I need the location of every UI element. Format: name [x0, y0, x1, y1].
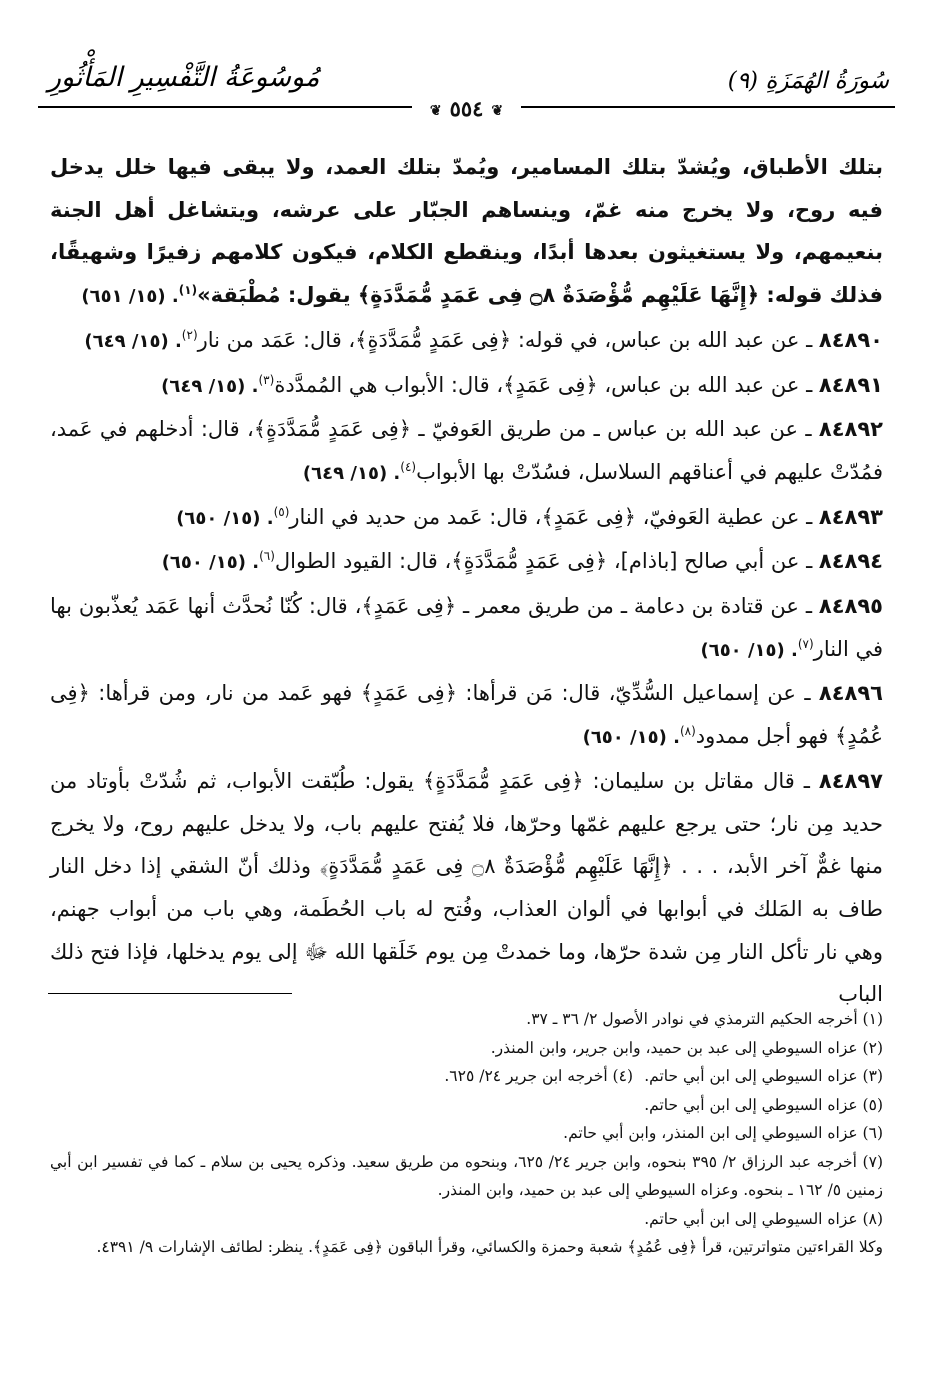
para-1 — [50, 146, 883, 319]
entry-text: ـ عن قتادة بن دعامة ـ من طريق معمر ـ ﴿فِى عَمَدٍ﴾، قال: كُنّا نُحدَّث أنها عَمَد يُعذّبون بها في النار — [50, 594, 883, 661]
entry-84897 — [50, 760, 883, 1016]
footnote-ref-2[interactable]: (٢) — [181, 327, 198, 342]
footnote-8: (٨) عزاه السيوطي إلى ابن أبي حاتم. — [644, 1209, 883, 1228]
footnote-ref-7[interactable]: (٧) — [797, 636, 814, 651]
entry-text: ـ عن عطية العَوفيّ، ﴿فِى عَمَدٍ﴾، قال: عَمد من حديد في النار — [289, 504, 819, 529]
footnote-2: (٢) عزاه السيوطي إلى عبد بن حميد، وابن جرير، وابن المنذر. — [490, 1038, 883, 1057]
citation: . (١٥/ ٦٥٠) — [582, 727, 680, 749]
ornament-right-icon: ❦ — [429, 102, 442, 119]
para1-line2: روح، ولا يخرج منه غمّ، وينساهم الجبّار على عرشه، ويتشاغل أهل الجنة بنعيمهم، — [50, 197, 883, 265]
page-number-box — [412, 96, 521, 121]
citation: . (١٥/ ٦٤٩) — [84, 330, 182, 352]
footnote-ref-8[interactable]: (٨) — [679, 724, 696, 739]
footnote-6: (٦) عزاه السيوطي إلى ابن المنذر، وابن أبي حاتم. — [563, 1124, 883, 1142]
entry-text: ـ عن عبد الله بن عباس ـ من طريق العَوفيّ ـ ﴿فِى عَمَدٍ مُّمَدَّدَةٍ﴾، قال: أدخلهم في عَمد، فمُدّتْ عليهم في أعناقهم السلاسل، فسُدّتْ بها الأبواب — [50, 417, 883, 484]
footnote-1: (١) أخرجه الحكيم الترمذي في نوادر الأصول ٢/ ٣٦ ـ ٣٧. — [526, 1010, 883, 1028]
page-header — [38, 58, 895, 121]
surah-title: سُورَةُ الهُمَزَةِ (٩) — [727, 68, 889, 94]
entry-number: ٨٤٨٩١ — [818, 372, 883, 397]
page-number-wrap — [38, 96, 895, 121]
footnotes — [50, 1005, 883, 1262]
footnote-ref-3[interactable]: (٣) — [258, 372, 275, 387]
footnote-ref-6[interactable]: (٦) — [259, 549, 275, 564]
entry-84893 — [50, 496, 883, 541]
entry-84895 — [50, 585, 883, 672]
entry-84890 — [50, 319, 883, 364]
entry-number: ٨٤٨٩٥ — [818, 594, 883, 619]
entry-84891 — [50, 364, 883, 409]
entry-text: ـ عن عبد الله بن عباس، ﴿فِى عَمَدٍ﴾، قال: الأبواب هي المُمدَّدة — [274, 372, 819, 397]
entry-text: ـ قال مقاتل بن سليمان: ﴿فِى عَمَدٍ مُّمَدَّدَةٍ﴾ يقول: طُبّقت الأبواب، ثم شُدّتْ بأوتاد من حديد مِن نار؛ حتى يرجع عليهم غمّها وحرّها، فلا يُفتح عليهم باب، ولا يدخل عليهم روح، ولا يخرج منها غمٌّ آخر الأبد، . . . ﴿إِنَّهَا عَلَيْهِم مُّؤْصَدَةٌ ۝٨ فِى عَمَدٍ مُّمَدَّدَةٍ﴾ وذلك أنّ الشقي إذا دخل النار طاف به المَلك في أبوابها في ألوان العذاب، وفُتح له باب الحُطَمة، وهي باب من أبواب جهنم، وهي نار تأكل النار مِن شدة حرّها، وما خمدتْ مِن يوم خَلَقها الله ﷻ إلى يوم يدخلها، فإذا فتح ذلك الباب — [50, 768, 883, 1007]
para1-line4: ﴿إِنَّهَا عَلَيْهِم مُّؤْصَدَةٌ ۝٨ فِى عَمَدٍ مُّمَدَّدَةٍ﴾ يقول: مُطْبَقة» — [197, 283, 760, 308]
ornament-left-icon: ❦ — [491, 102, 504, 119]
footnote-5: (٥) عزاه السيوطي إلى ابن أبي حاتم. — [644, 1095, 883, 1114]
book-title: مُوسُوعَةُ التَّفْسِيرِ المَأْثُورِ — [48, 62, 320, 93]
citation: . (١٥/ ٦٥٠) — [176, 507, 274, 529]
entry-84896 — [50, 672, 883, 759]
entry-number: ٨٤٨٩٣ — [818, 504, 883, 529]
citation: . (١٥/ ٦٥٠) — [161, 552, 260, 574]
entry-number: ٨٤٨٩٠ — [818, 327, 883, 352]
main-text — [50, 146, 883, 1016]
footnote-3: (٣) عزاه السيوطي إلى ابن أبي حاتم. — [644, 1067, 883, 1085]
footnote-8-note: وكلا القراءتين متواترتين، قرأ ﴿فِى عُمُدٍ﴾ شعبة وحمزة والكسائي، وقرأ الباقون ﴿فِى عَمَدٍ﴾. ينظر: لطائف الإشارات ٩/ ٤٣٩١. — [96, 1238, 883, 1256]
footnote-ref-1[interactable]: (١) — [178, 283, 198, 298]
citation: . (١٥/ ٦٥١) — [81, 286, 179, 308]
footnote-7: (٧) أخرجه عبد الرزاق ٢/ ٣٩٥ بنحوه، وابن جرير ٢٤/ ٦٢٥، وبنحوه من طريق سعيد. وذكره يحيى بن سلام ـ كما في تفسير ابن أبي زمنين ٥/ ١٦٢ ـ بنحوه. وعزاه السيوطي إلى عبد بن حميد، وابن المنذر. — [50, 1152, 883, 1199]
footnote-ref-5[interactable]: (٥) — [273, 504, 290, 519]
entry-number: ٨٤٨٩٢ — [818, 417, 883, 442]
entry-number: ٨٤٨٩٤ — [818, 549, 883, 574]
citation: . (١٥/ ٦٤٩) — [161, 375, 259, 397]
para1-line3: ولا يستغيثون بعدها أبدًا، وينقطع الكلام، فيكون كلامهم زفيرًا وشهيقًا، فذلك قوله: — [50, 240, 883, 308]
entry-text: ـ عن أبي صالح [باذام]، ﴿فِى عَمَدٍ مُّمَدَّدَةٍ﴾، قال: القيود الطوال — [274, 549, 819, 574]
entry-number: ٨٤٨٩٧ — [818, 768, 883, 793]
entry-84894 — [50, 540, 883, 585]
para1-line1: بتلك الأطباق، ويُشدّ بتلك المسامير، ويُمدّ بتلك العمد، ولا يبقى فيها خلل يدخل فيه — [50, 155, 883, 222]
citation: . (١٥/ ٦٥٠) — [700, 639, 798, 661]
entry-text: ـ عن عبد الله بن عباس، في قوله: ﴿فِى عَمَدٍ مُّمَدَّدَةٍ﴾، قال: عَمَد من نار — [197, 327, 819, 352]
citation: . (١٥/ ٦٤٩) — [302, 462, 401, 484]
footnote-rule — [48, 993, 292, 994]
footnote-3-4 — [50, 1062, 883, 1091]
entry-number: ٨٤٨٩٦ — [818, 681, 883, 706]
page-number: ٥٥٤ — [449, 96, 484, 121]
footnote-ref-4[interactable]: (٤) — [400, 459, 417, 474]
footnote-4: (٤) أخرجه ابن جرير ٢٤/ ٦٢٥. — [444, 1067, 633, 1085]
entry-84892 — [50, 408, 883, 495]
entry-text: ـ عن إسماعيل السُّدِّيّ، قال: مَن قرأها: ﴿فِى عَمَدٍ﴾ فهو عَمد من نار، ومن قرأها: ﴿فِى عُمُدٍ﴾ فهو أجل ممدود — [50, 681, 883, 749]
